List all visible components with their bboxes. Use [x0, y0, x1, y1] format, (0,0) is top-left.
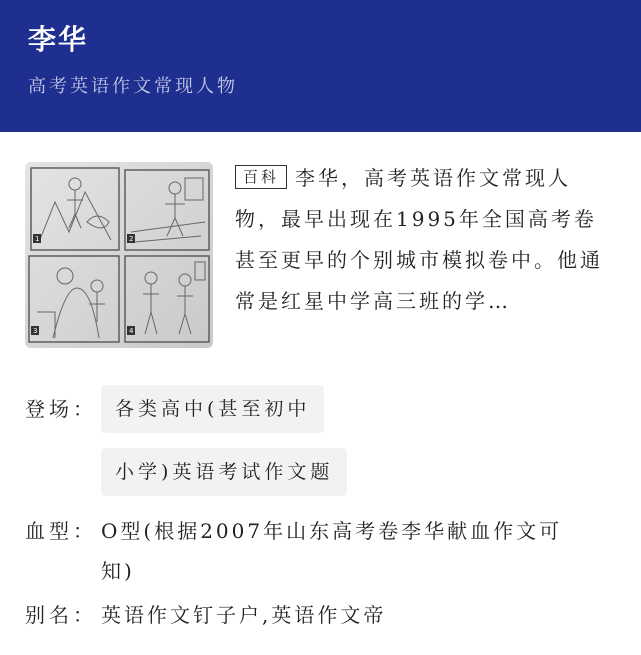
- page-title: 李华: [28, 23, 89, 56]
- appearance-label: 登场：: [25, 397, 97, 421]
- blood-type-label: 血型：: [25, 519, 97, 543]
- summary-text: 李华，高考英语作文常现人物，最早出现在1995年全国高考卷甚至更早的个别城市模拟卷中。他通常是红星中学高三班的学…: [235, 166, 603, 313]
- alias-value: 英语作文钉子户,英语作文帝: [101, 603, 387, 627]
- comic-illustration-icon: [25, 162, 213, 348]
- page-subtitle: 高考英语作文常现人物: [28, 76, 238, 97]
- baike-tag[interactable]: 百科: [235, 165, 287, 189]
- panel-number-2: 2: [129, 235, 134, 243]
- summary-paragraph: [235, 158, 615, 322]
- blood-type-value-line-1: O型(根据2007年山东高考卷李华献血作文可: [101, 519, 563, 543]
- header-banner: [0, 0, 641, 132]
- panel-number-4: 4: [129, 327, 134, 335]
- appearance-chip-2[interactable]: 小学)英语考试作文题: [101, 448, 347, 496]
- panel-number-3: 3: [33, 327, 38, 335]
- blood-type-value-line-2: 知): [101, 559, 135, 583]
- panel-number-1: 1: [35, 235, 40, 243]
- comic-illustration-image[interactable]: [25, 162, 213, 348]
- alias-label: 别名：: [25, 603, 97, 627]
- appearance-chip-1[interactable]: 各类高中(甚至初中: [101, 385, 324, 433]
